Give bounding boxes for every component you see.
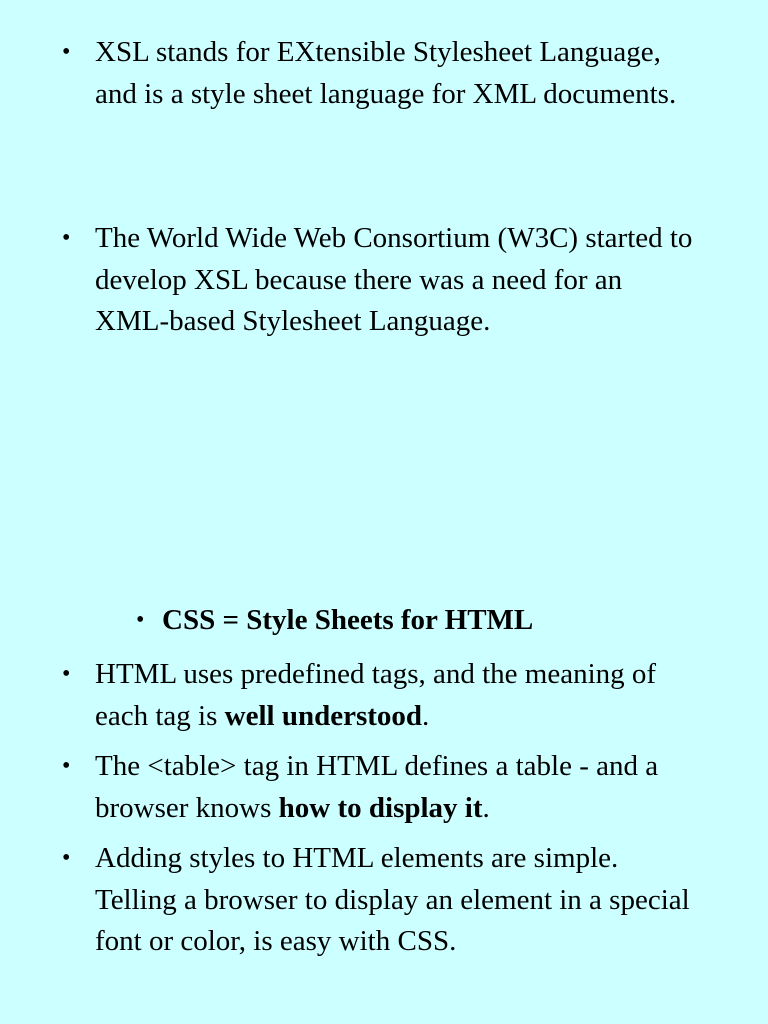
bullet-w3c-history: [62, 218, 702, 343]
bullet-text-bold: how to display it: [278, 791, 483, 824]
bullet-text: XSL stands for EXtensible Stylesheet Language, and is a style sheet language for XML documents.: [95, 36, 677, 110]
bullet-xsl-definition: [62, 32, 702, 115]
bullet-marker: •: [62, 39, 71, 65]
bullet-marker: •: [62, 753, 71, 779]
bullet-marker: •: [62, 225, 71, 251]
bullet-text-after: .: [422, 699, 430, 732]
bullet-text-before: HTML uses predefined tags, and the meaning of each tag is: [95, 658, 657, 732]
bullet-table-tag: [62, 746, 702, 829]
bullet-css-heading: [136, 600, 768, 642]
bullet-text-bold: well understood: [224, 699, 423, 732]
bullet-text-after: .: [482, 791, 490, 824]
bullet-html-predefined-tags: [62, 654, 702, 737]
bullet-text-before: The <table> tag in HTML defines a table - and a browser knows: [95, 750, 659, 824]
bullet-marker: •: [62, 845, 71, 871]
bullet-text: CSS = Style Sheets for HTML: [162, 604, 534, 636]
bullet-text: Adding styles to HTML elements are simple. Telling a browser to display an element in a special font or color, is easy with CSS.: [95, 842, 690, 957]
bullet-adding-styles: [62, 838, 702, 963]
bullet-marker: •: [136, 607, 145, 633]
bullet-text: The World Wide Web Consortium (W3C) started to develop XSL because there was a need for an XML-based Stylesheet Language.: [95, 222, 693, 337]
bullet-marker: •: [62, 661, 71, 687]
